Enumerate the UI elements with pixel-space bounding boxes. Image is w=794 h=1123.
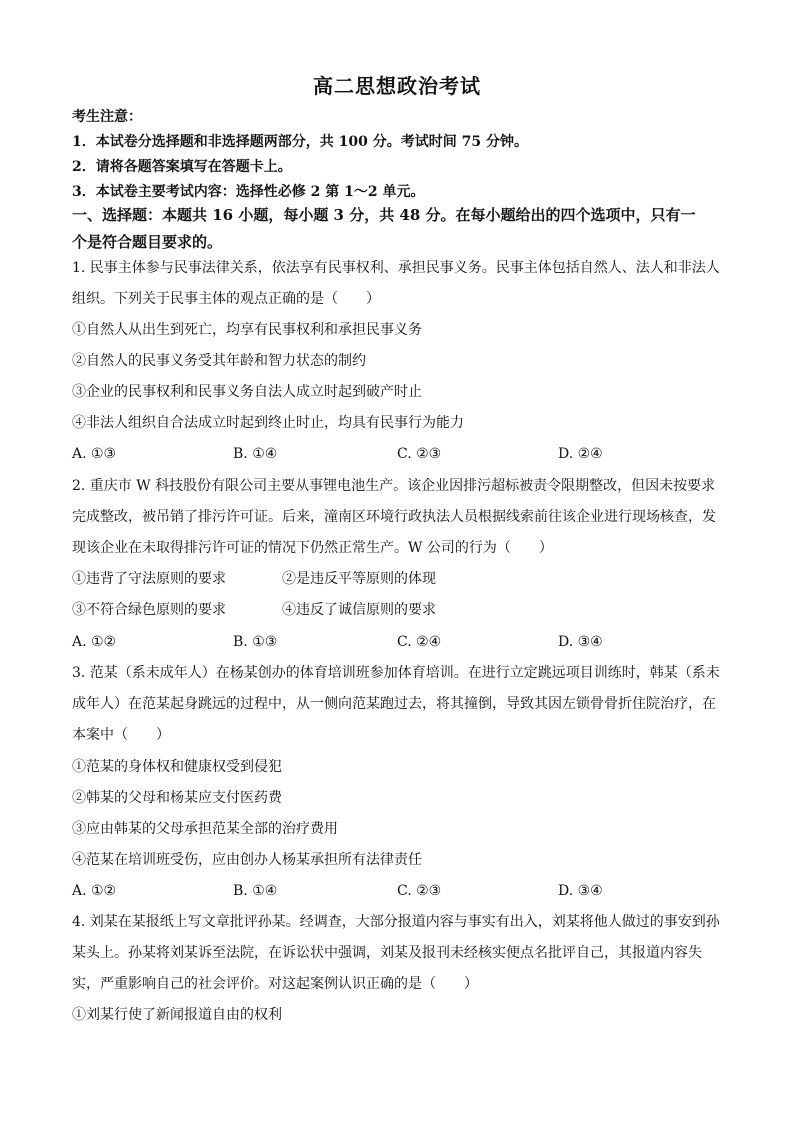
question-2-option-d: D. ③④ xyxy=(558,634,603,650)
question-4-stem: 某头上。孙某将刘某诉至法院，在诉讼状中强调，刘某及报刊未经核实便点名批评自己，其报道内容失 xyxy=(72,945,702,961)
question-2-option-c: C. ②④ xyxy=(397,634,442,650)
question-2-option-a: A. ①② xyxy=(72,634,117,650)
question-2-option-b: B. ①③ xyxy=(233,634,278,650)
question-1-statement: ②自然人的民事义务受其年龄和智力状态的制约 xyxy=(72,353,366,369)
question-1-stem: 组织。下列关于民事主体的观点正确的是（ ） xyxy=(72,291,380,307)
question-2-stem: 2. 重庆市 W 科技股份有限公司主要从事锂电池生产。该企业因排污超标被责令限期整改，但因未按要求 xyxy=(72,478,716,494)
question-4-statement: ①刘某行使了新闻报道自由的权利 xyxy=(72,1007,282,1023)
question-1-statement: ④非法人组织自合法成立时起到终止时止，均具有民事行为能力 xyxy=(72,415,464,431)
question-3-option-a: A. ①② xyxy=(72,883,117,899)
question-1-option-c: C. ②③ xyxy=(397,446,442,462)
question-1-statement: ③企业的民事权利和民事义务自法人成立时起到破产时止 xyxy=(72,384,422,400)
question-3-statement: ③应由韩某的父母承担范某全部的治疗费用 xyxy=(72,821,338,837)
notice-item: 1．本试卷分选择题和非选择题两部分，共 100 分。考试时间 75 分钟。 xyxy=(72,134,528,150)
page-title: 高二思想政治考试 xyxy=(313,74,481,98)
question-1-option-b: B. ①④ xyxy=(233,446,278,462)
question-3-option-c: C. ②③ xyxy=(397,883,442,899)
question-2-stem: 现该企业在未取得排污许可证的情况下仍然正常生产。W 公司的行为（ ） xyxy=(72,540,553,556)
question-2-statement: ①违背了守法原则的要求 xyxy=(72,571,226,587)
question-1-statement: ①自然人从出生到死亡，均享有民事权利和承担民事义务 xyxy=(72,322,422,338)
question-3-stem: 本案中（ ） xyxy=(72,727,170,743)
section-heading-cont: 个是符合题目要求的。 xyxy=(72,233,223,251)
section-heading: 一、选择题：本题共 16 小题，每小题 3 分，共 48 分。在每小题给出的四个选项中，只有一 xyxy=(72,206,696,224)
notice-item: 2．请将各题答案填写在答题卡上。 xyxy=(72,159,292,175)
question-3-option-b: B. ①④ xyxy=(233,883,278,899)
question-2-stem: 完成整改，被吊销了排污许可证。后来，潼南区环境行政执法人员根据线索前往该企业进行现场核查，发 xyxy=(72,509,716,525)
question-4-stem: 4. 刘某在某报纸上写文章批评孙某。经调查，大部分报道内容与事实有出入，刘某将他人做过的事安到孙 xyxy=(72,914,720,930)
question-3-statement: ②韩某的父母和杨某应支付医药费 xyxy=(72,790,282,806)
question-1-stem: 1. 民事主体参与民事法律关系，依法享有民事权利、承担民事义务。民事主体包括自然人、法人和非法人 xyxy=(72,260,720,276)
notice-heading: 考生注意： xyxy=(72,109,142,125)
question-2-statement: ②是违反平等原则的体现 xyxy=(282,571,436,587)
question-1-option-a: A. ①③ xyxy=(72,446,117,462)
question-2-statement: ④违反了诚信原则的要求 xyxy=(282,602,436,618)
notice-item: 3．本试卷主要考试内容：选择性必修 2 第 1～2 单元。 xyxy=(72,184,425,200)
question-4-stem: 实，严重影响自己的社会评价。对这起案例认识正确的是（ ） xyxy=(72,976,478,992)
question-3-stem: 成年人）在范某起身跳远的过程中，从一侧向范某跑过去，将其撞倒，导致其因左锁骨骨折住院治疗，在 xyxy=(72,696,716,712)
question-3-statement: ④范某在培训班受伤，应由创办人杨某承担所有法律责任 xyxy=(72,852,422,868)
question-2-statement: ③不符合绿色原则的要求 xyxy=(72,602,226,618)
question-3-statement: ①范某的身体权和健康权受到侵犯 xyxy=(72,759,282,775)
question-3-option-d: D. ③④ xyxy=(558,883,603,899)
question-3-stem: 3. 范某（系未成年人）在杨某创办的体育培训班参加体育培训。在进行立定跳远项目训练时，韩某（系未 xyxy=(72,665,720,681)
question-1-option-d: D. ②④ xyxy=(558,446,603,462)
